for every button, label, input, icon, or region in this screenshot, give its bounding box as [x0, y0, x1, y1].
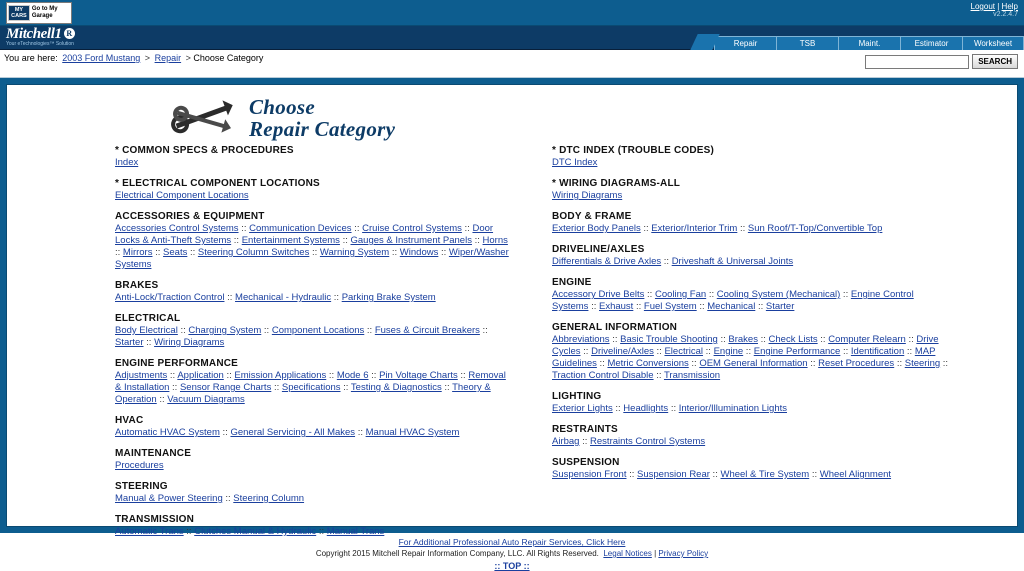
legal-notices-link[interactable]: Legal Notices: [603, 549, 652, 558]
link-separator: ::: [809, 469, 820, 480]
link-separator: ::: [316, 526, 327, 537]
category-group: [115, 448, 512, 472]
link-separator: ::: [688, 358, 700, 369]
category-link[interactable]: Body Electrical: [115, 325, 178, 336]
link-separator: ::: [389, 247, 400, 258]
breadcrumb-current: Choose Category: [193, 53, 264, 63]
category-link[interactable]: Steering Column: [233, 493, 305, 504]
page-title-line2: Repair Category: [249, 117, 396, 141]
category-group: [115, 415, 512, 439]
link-separator: ::: [167, 370, 178, 381]
link-separator: ::: [231, 235, 242, 246]
tab-maint[interactable]: Maint.: [838, 36, 900, 50]
category-link[interactable]: Mechanical: [707, 301, 756, 312]
brand-tagline: Your eTechnologies™ Solution: [6, 41, 74, 47]
category-link[interactable]: Accessories Control Systems: [115, 223, 239, 234]
category-link[interactable]: Restraints Control Systems: [590, 436, 706, 447]
link-separator: ::: [817, 334, 829, 345]
category-link-list: [115, 493, 512, 505]
category-link[interactable]: Starter: [115, 337, 144, 348]
category-link-list: [552, 190, 952, 202]
category-link[interactable]: Transmission: [663, 370, 721, 381]
category-link[interactable]: Horns: [482, 235, 508, 246]
category-link[interactable]: Fuel System: [643, 301, 697, 312]
category-link[interactable]: Theory & Operation: [115, 382, 491, 405]
link-separator: ::: [626, 469, 638, 480]
copyright-line: [0, 549, 1024, 558]
mitchell1-logo[interactable]: [6, 27, 75, 47]
category-link[interactable]: Exterior/Interior Trim: [651, 223, 738, 234]
category-heading: GENERAL INFORMATION: [552, 322, 678, 333]
link-separator: ::: [703, 346, 714, 357]
link-separator: ::: [743, 346, 754, 357]
category-link-list: [552, 289, 952, 313]
category-link[interactable]: Drive Cycles: [552, 334, 939, 357]
category-link[interactable]: OEM General Information: [699, 358, 808, 369]
search-input[interactable]: [865, 55, 969, 69]
breadcrumb-bar: [0, 50, 1024, 78]
category-heading: STEERING: [115, 481, 168, 492]
category-link[interactable]: Suspension Front: [552, 469, 627, 480]
breadcrumb-repair[interactable]: Repair: [154, 53, 182, 63]
category-link[interactable]: Reset Procedures: [818, 358, 895, 369]
category-heading: TRANSMISSION: [115, 514, 195, 525]
category-heading: * ELECTRICAL COMPONENT LOCATIONS: [115, 178, 320, 189]
category-group: [115, 145, 512, 169]
category-link[interactable]: Abbreviations: [552, 334, 610, 345]
category-link-list: [115, 325, 512, 349]
category-link[interactable]: Door Locks & Anti-Theft Systems: [115, 223, 494, 246]
link-separator: ::: [471, 235, 483, 246]
category-group: [115, 211, 512, 271]
link-separator: ::: [633, 301, 644, 312]
category-group: [552, 322, 1017, 382]
link-separator: ::: [579, 436, 591, 447]
category-heading: HVAC: [115, 415, 144, 426]
category-heading: LIGHTING: [552, 391, 602, 402]
category-link[interactable]: Computer Relearn: [828, 334, 906, 345]
category-group: [115, 313, 512, 349]
link-separator: ::: [355, 427, 366, 438]
link-separator: ::: [340, 382, 351, 393]
category-link[interactable]: Warning System: [319, 247, 390, 258]
tab-estimator[interactable]: Estimator: [900, 36, 962, 50]
category-link[interactable]: Engine Performance: [753, 346, 841, 357]
category-link[interactable]: Vacuum Diagrams: [167, 394, 245, 405]
footer-divider: |: [654, 549, 657, 558]
category-link[interactable]: Check Lists: [768, 334, 818, 345]
category-link[interactable]: Wiring Diagrams: [552, 190, 623, 201]
category-link-list: [115, 223, 512, 271]
link-separator: ::: [661, 256, 672, 267]
link-separator: ::: [479, 325, 488, 336]
left-category-column: [7, 145, 512, 547]
category-heading: BODY & FRAME: [552, 211, 632, 222]
category-link[interactable]: Automatic Trans: [115, 526, 184, 537]
link-separator: ::: [238, 223, 250, 234]
category-link[interactable]: Manual HVAC System: [365, 427, 460, 438]
category-link[interactable]: Steering Column Switches: [197, 247, 310, 258]
category-link[interactable]: Traction Control Disable: [552, 370, 654, 381]
category-heading: MAINTENANCE: [115, 448, 192, 459]
my-garage-label: Go to My Garage: [31, 6, 58, 19]
category-link[interactable]: Testing & Diagnostics: [350, 382, 442, 393]
category-group: [552, 391, 1017, 415]
category-heading: * COMMON SPECS & PROCEDURES: [115, 145, 294, 156]
category-link[interactable]: Differentials & Drive Axles: [552, 256, 662, 267]
category-link[interactable]: Parking Brake System: [341, 292, 436, 303]
category-link-list: [115, 427, 512, 439]
link-separator: ::: [755, 301, 766, 312]
right-category-column: [512, 145, 1017, 547]
category-heading: DRIVELINE/AXLES: [552, 244, 645, 255]
link-separator: ::: [219, 427, 231, 438]
my-garage-button[interactable]: [6, 2, 72, 24]
main-nav-tabs: [694, 26, 1024, 50]
link-separator: ::: [840, 346, 851, 357]
link-separator: ::: [706, 289, 717, 300]
category-heading: ACCESSORIES & EQUIPMENT: [115, 211, 265, 222]
link-separator: ::: [757, 334, 769, 345]
category-link[interactable]: Exhaust: [599, 301, 634, 312]
category-link[interactable]: Accessory Drive Belts: [552, 289, 645, 300]
category-link-list: [552, 256, 952, 268]
link-separator: ::: [668, 403, 679, 414]
link-separator: ::: [143, 337, 155, 348]
category-link[interactable]: Steering: [904, 358, 941, 369]
tab-repair[interactable]: Repair: [714, 36, 776, 50]
category-group: [552, 457, 1017, 481]
link-separator: ::: [596, 358, 608, 369]
category-group: [552, 145, 1017, 169]
category-link-list: [552, 403, 952, 415]
link-separator: ::: [644, 289, 655, 300]
category-link[interactable]: Component Locations: [271, 325, 365, 336]
link-separator: ::: [807, 358, 819, 369]
category-link[interactable]: Seats: [163, 247, 188, 258]
category-link[interactable]: Gauges & Instrument Panels: [350, 235, 472, 246]
category-heading: * DTC INDEX (TROUBLE CODES): [552, 145, 715, 156]
category-link[interactable]: Suspension Rear: [637, 469, 710, 480]
wrench-icon: [167, 94, 239, 143]
copyright-text: Copyright 2015 Mitchell Repair Information Company, LLC. All Rights Reserved.: [315, 549, 599, 558]
top-bar: [0, 0, 1024, 26]
link-separator: ::: [653, 370, 664, 381]
version-label: v2.2.4.7: [993, 11, 1018, 18]
category-link[interactable]: Identification: [850, 346, 905, 357]
brand-bar: [0, 26, 1024, 50]
category-link-list: [115, 526, 512, 538]
category-link[interactable]: Metric Conversions: [607, 358, 689, 369]
category-link[interactable]: Windows: [399, 247, 439, 258]
category-link[interactable]: Interior/Illumination Lights: [678, 403, 787, 414]
top-bar-right: [971, 2, 1018, 18]
category-link-list: [115, 292, 512, 304]
link-separator: ::: [737, 223, 748, 234]
category-link[interactable]: Manual Trans: [326, 526, 385, 537]
category-link[interactable]: Fuses & Circuit Breakers: [374, 325, 480, 336]
link-separator: ::: [457, 370, 469, 381]
category-link[interactable]: Mechanical - Hydraulic: [235, 292, 332, 303]
link-separator: ::: [364, 325, 375, 336]
category-columns: [7, 145, 1017, 547]
help-link[interactable]: Help: [1001, 2, 1018, 11]
back-to-top[interactable]: [0, 561, 1024, 571]
category-heading: * WIRING DIAGRAMS-ALL: [552, 178, 681, 189]
category-link[interactable]: Wheel Alignment: [819, 469, 892, 480]
page-body: [0, 78, 1024, 537]
category-link-list: [552, 469, 952, 481]
category-group: [115, 514, 512, 538]
breadcrumb-sep-1: >: [144, 53, 151, 63]
category-link[interactable]: Headlights: [623, 403, 669, 414]
category-link[interactable]: Entertainment Systems: [241, 235, 340, 246]
link-separator: ::: [261, 325, 272, 336]
category-link[interactable]: Wiring Diagrams: [154, 337, 225, 348]
link-separator: ::: [326, 370, 337, 381]
category-group: [552, 277, 1017, 313]
category-link-list: [552, 436, 952, 448]
link-separator: ::: [609, 334, 621, 345]
category-link-list: [552, 334, 952, 382]
link-separator: ::: [368, 370, 380, 381]
category-link-list: [552, 157, 952, 169]
category-heading: BRAKES: [115, 280, 159, 291]
link-separator: ::: [904, 346, 915, 357]
category-heading: ELECTRICAL: [115, 313, 181, 324]
category-group: [552, 211, 1017, 235]
link-separator: ::: [640, 223, 652, 234]
link-separator: ::: [940, 358, 949, 369]
privacy-policy-link[interactable]: Privacy Policy: [658, 549, 709, 558]
link-separator: ::: [438, 247, 449, 258]
category-link[interactable]: Exterior Body Panels: [552, 223, 641, 234]
category-link[interactable]: Index: [115, 157, 139, 168]
category-link[interactable]: Manual & Power Steering: [115, 493, 223, 504]
category-heading: RESTRAINTS: [552, 424, 618, 435]
category-link[interactable]: Specifications: [281, 382, 341, 393]
category-link[interactable]: Electrical Component Locations: [115, 190, 249, 201]
my-cars-logo: MY CARS: [8, 5, 30, 21]
tab-tsb[interactable]: TSB: [776, 36, 838, 50]
search-area: [865, 54, 1018, 69]
category-link[interactable]: Pin Voltage Charts: [379, 370, 458, 381]
link-separator: ::: [612, 403, 624, 414]
category-link[interactable]: Clutches Manual & Hydraulic: [194, 526, 317, 537]
category-link[interactable]: Electrical: [664, 346, 704, 357]
category-link-list: [552, 223, 952, 235]
link-separator: ::: [156, 394, 168, 405]
category-link[interactable]: Sun Roof/T-Top/Convertible Top: [747, 223, 883, 234]
breadcrumb-vehicle[interactable]: 2003 Ford Mustang: [62, 53, 141, 63]
category-link[interactable]: Automatic HVAC System: [115, 427, 220, 438]
category-link[interactable]: Removal & Installation: [115, 370, 506, 393]
category-link[interactable]: Exterior Lights: [552, 403, 613, 414]
link-separator: ::: [894, 358, 905, 369]
category-link[interactable]: Adjustments: [115, 370, 168, 381]
link-separator: ::: [271, 382, 282, 393]
link-separator: ::: [709, 469, 721, 480]
category-group: [115, 481, 512, 505]
registered-mark: R: [64, 28, 75, 39]
category-group: [115, 358, 512, 406]
category-link[interactable]: Engine Control Systems: [552, 289, 914, 312]
page-title: [249, 96, 395, 140]
category-link[interactable]: Basic Trouble Shooting: [620, 334, 718, 345]
link-separator: ::: [580, 346, 592, 357]
breadcrumb: [4, 53, 263, 63]
category-link[interactable]: Communication Devices: [249, 223, 352, 234]
category-link[interactable]: Wheel & Tire System: [720, 469, 810, 480]
category-link[interactable]: Mode 6: [336, 370, 369, 381]
topbar-divider: |: [997, 2, 1000, 11]
breadcrumb-prefix: You are here:: [4, 53, 58, 63]
category-link-list: [115, 370, 512, 406]
brand-name: Mitchell1: [6, 26, 62, 42]
category-link[interactable]: Anti-Lock/Traction Control: [115, 292, 225, 303]
category-link[interactable]: Driveline/Axles: [591, 346, 654, 357]
category-link[interactable]: Brakes: [728, 334, 758, 345]
link-separator: ::: [696, 301, 708, 312]
breadcrumb-sep-2: >: [185, 53, 191, 63]
link-separator: ::: [309, 247, 320, 258]
category-link[interactable]: Mirrors: [122, 247, 153, 258]
category-group: [115, 280, 512, 304]
category-heading: ENGINE: [552, 277, 592, 288]
category-link[interactable]: Charging System: [188, 325, 262, 336]
link-separator: ::: [351, 223, 363, 234]
link-separator: ::: [177, 325, 189, 336]
category-link[interactable]: Engine: [713, 346, 744, 357]
content-panel: [6, 84, 1018, 537]
link-separator: ::: [222, 493, 234, 504]
link-separator: ::: [339, 235, 351, 246]
link-separator: ::: [331, 292, 342, 303]
link-separator: ::: [653, 346, 665, 357]
link-separator: ::: [187, 247, 198, 258]
link-separator: ::: [224, 292, 236, 303]
top-link[interactable]: :: TOP ::: [494, 561, 530, 571]
category-link[interactable]: Airbag: [552, 436, 580, 447]
pro-services-link[interactable]: For Additional Professional Auto Repair Services, Click Here: [398, 537, 626, 547]
link-separator: ::: [152, 247, 164, 258]
category-link[interactable]: DTC Index: [552, 157, 598, 168]
link-separator: ::: [717, 334, 729, 345]
category-link[interactable]: Emission Applications: [234, 370, 327, 381]
category-link[interactable]: Starter: [765, 301, 795, 312]
link-separator: ::: [169, 382, 180, 393]
link-separator: ::: [183, 526, 195, 537]
category-link[interactable]: Sensor Range Charts: [179, 382, 272, 393]
link-separator: ::: [441, 382, 453, 393]
category-link-list: [115, 460, 512, 472]
category-group: [552, 244, 1017, 268]
category-link-list: [115, 190, 512, 202]
search-button[interactable]: SEARCH: [972, 54, 1018, 69]
logout-link[interactable]: Logout: [970, 2, 995, 11]
category-link[interactable]: Cooling System (Mechanical): [716, 289, 841, 300]
category-link[interactable]: Procedures: [115, 460, 164, 471]
category-link[interactable]: MAP Guidelines: [552, 346, 936, 369]
category-link[interactable]: General Servicing - All Makes: [230, 427, 356, 438]
category-link[interactable]: Cruise Control Systems: [362, 223, 462, 234]
link-separator: ::: [461, 223, 473, 234]
link-separator: ::: [115, 247, 123, 258]
category-group: [552, 178, 1017, 202]
page-title-line1: Choose: [249, 95, 315, 119]
category-heading: SUSPENSION: [552, 457, 620, 468]
category-heading: ENGINE PERFORMANCE: [115, 358, 239, 369]
category-link-list: [115, 157, 512, 169]
link-separator: ::: [905, 334, 917, 345]
category-group: [552, 424, 1017, 448]
category-link[interactable]: Cooling Fan: [654, 289, 707, 300]
link-separator: ::: [223, 370, 235, 381]
category-link[interactable]: Driveshaft & Universal Joints: [671, 256, 794, 267]
tab-worksheet[interactable]: Worksheet: [962, 36, 1024, 50]
category-group: [115, 178, 512, 202]
category-link[interactable]: Application: [177, 370, 224, 381]
page-title-area: [7, 85, 1017, 145]
category-link[interactable]: Wiper/Washer Systems: [115, 247, 509, 270]
link-separator: ::: [840, 289, 851, 300]
link-separator: ::: [588, 301, 599, 312]
